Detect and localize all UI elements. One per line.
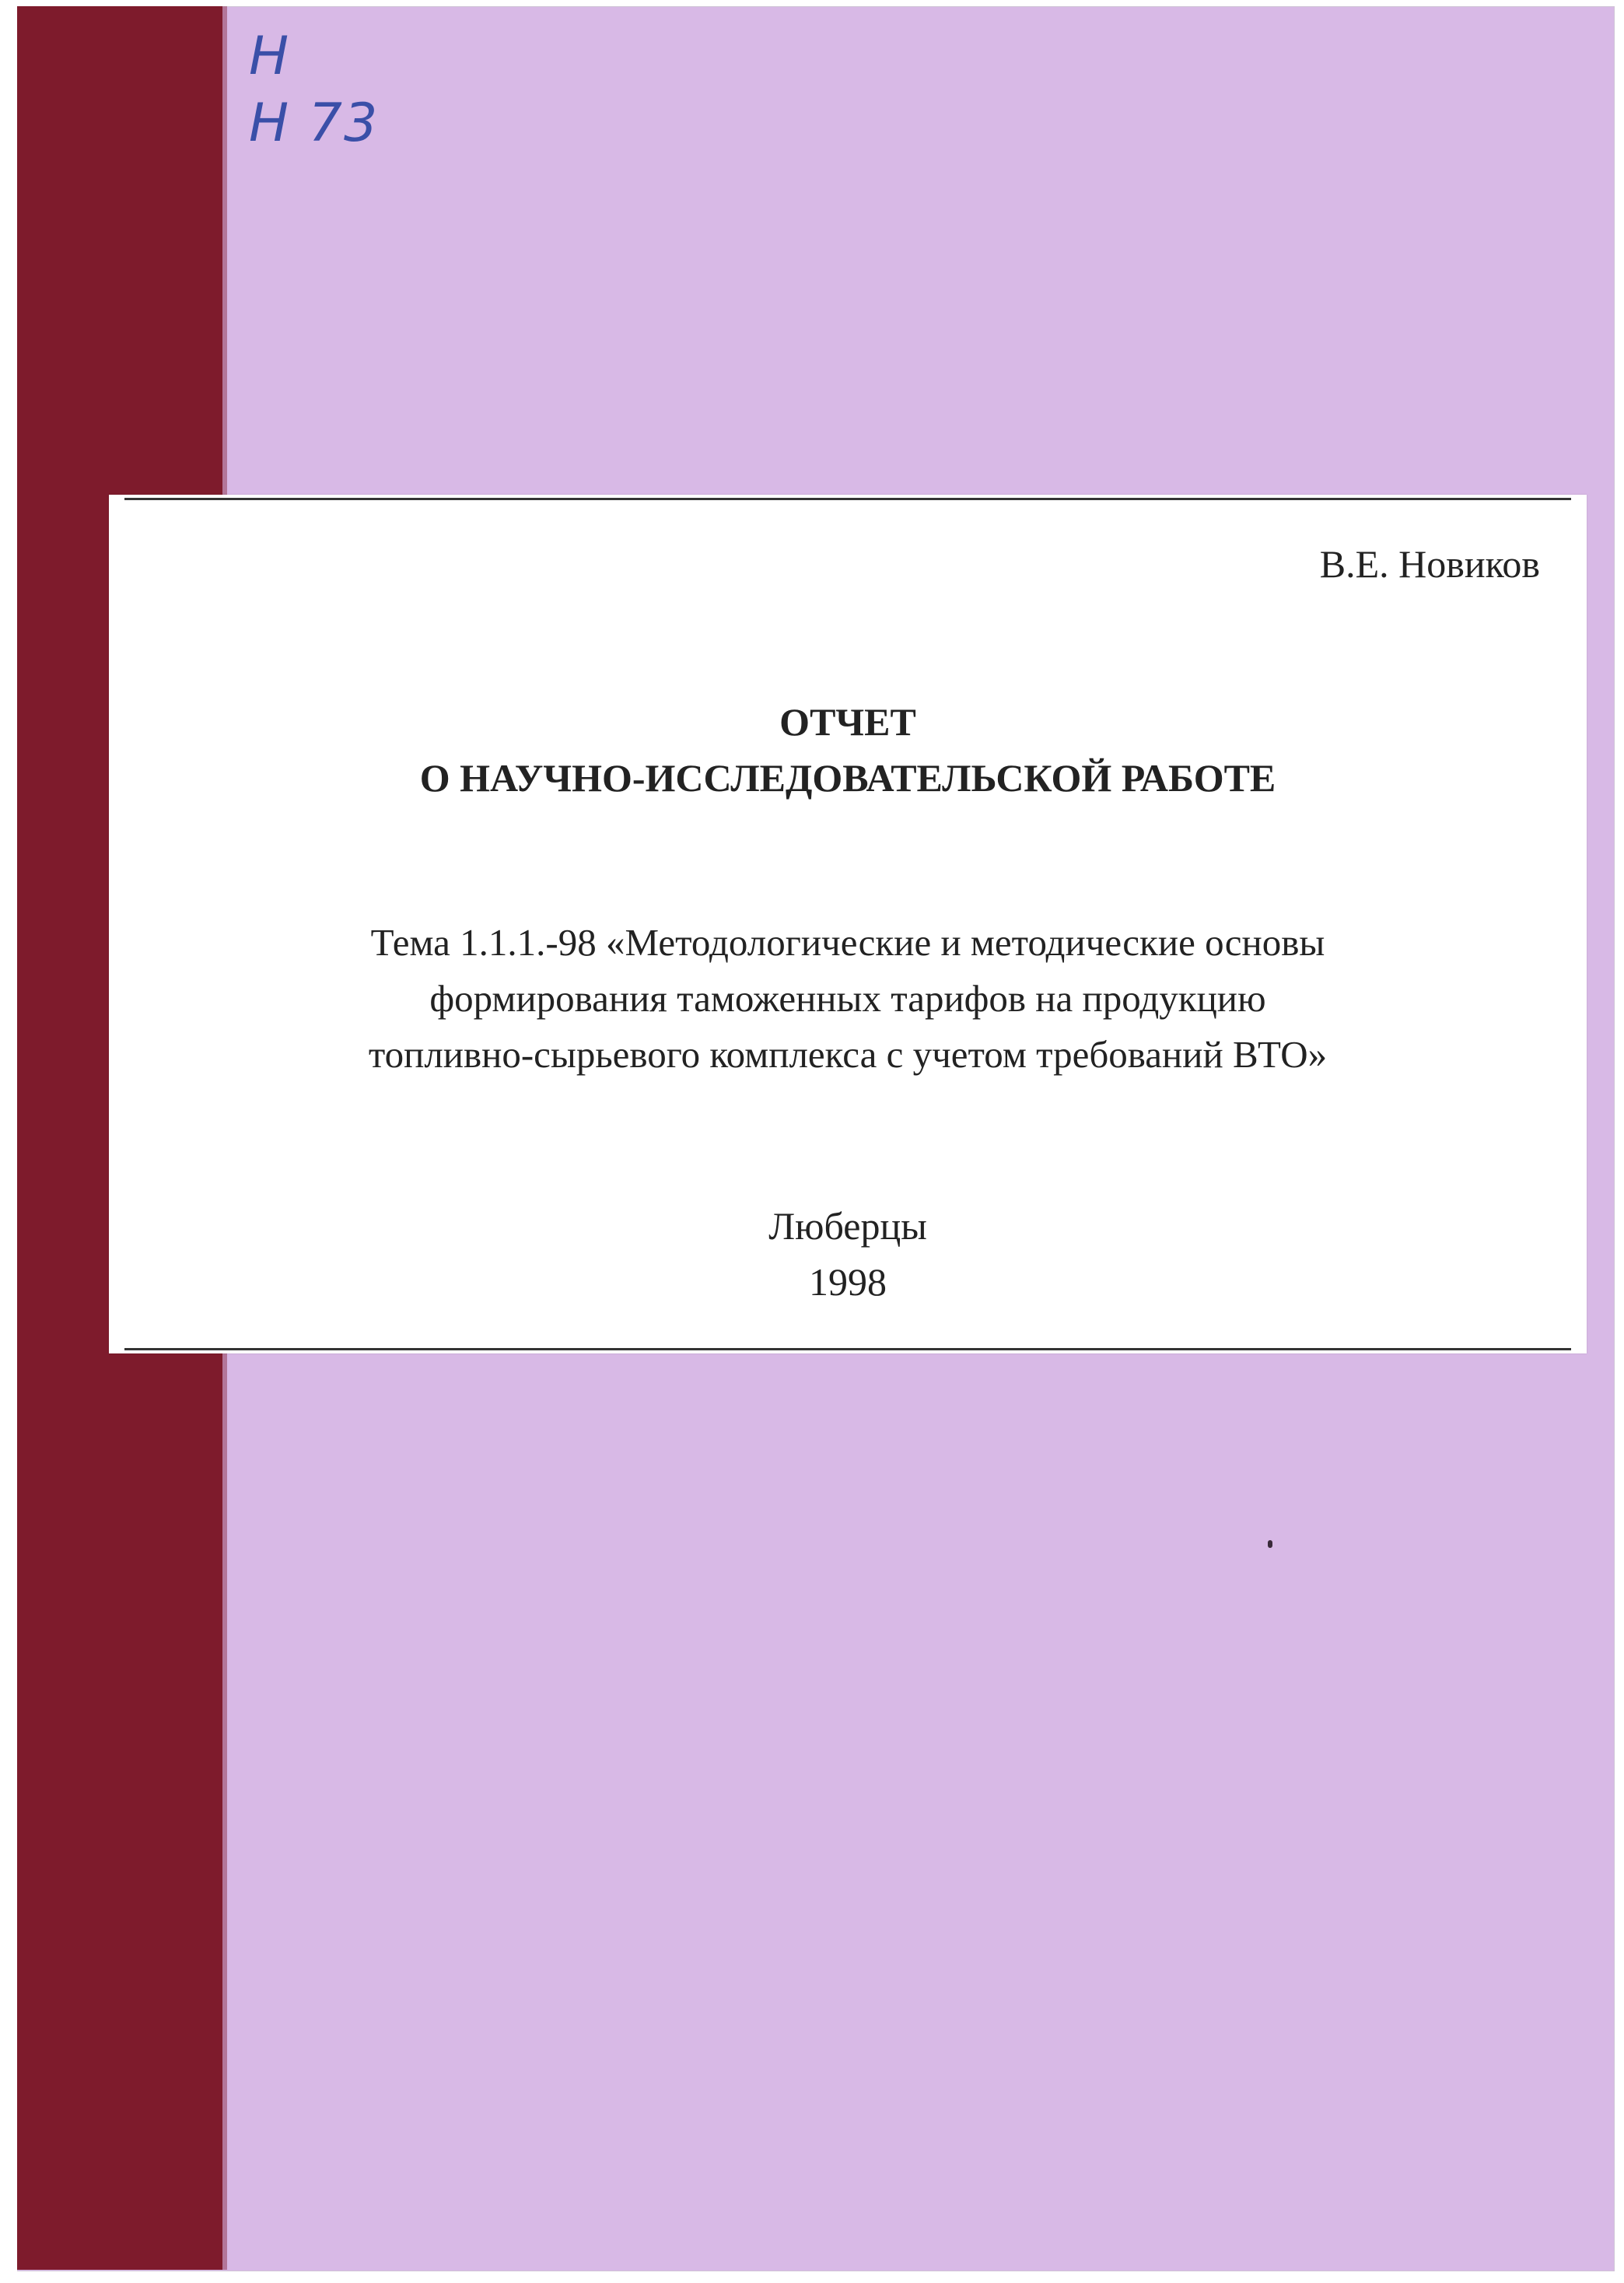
report-topic-line2: формирования таможенных тарифов на продукцию (429, 977, 1266, 1020)
title-label (109, 495, 1587, 1353)
publication-year: 1998 (809, 1260, 887, 1304)
publication-city: Люберцы (768, 1204, 927, 1248)
report-title (109, 694, 1587, 806)
report-title-line1: ОТЧЕТ (779, 700, 916, 744)
report-topic-line1: Тема 1.1.1.-98 «Методологические и методические основы (370, 921, 1325, 964)
publication-place-year (109, 1198, 1587, 1310)
report-topic-line3: топливно-сырьевого комплекса с учетом требований ВТО» (368, 1033, 1328, 1076)
label-bottom-rule (124, 1348, 1571, 1350)
author-name: В.Е. Новиков (1319, 542, 1540, 586)
report-title-line2: О НАУЧНО-ИССЛЕДОВАТЕЛЬСКОЙ РАБОТЕ (419, 756, 1276, 800)
report-topic (109, 915, 1587, 1083)
handwritten-mark-line1: Н (249, 26, 291, 87)
label-top-rule (124, 498, 1571, 500)
handwritten-shelf-mark (249, 23, 379, 157)
cover-speck (1268, 1540, 1272, 1548)
handwritten-mark-line2: Н 73 (249, 93, 380, 154)
